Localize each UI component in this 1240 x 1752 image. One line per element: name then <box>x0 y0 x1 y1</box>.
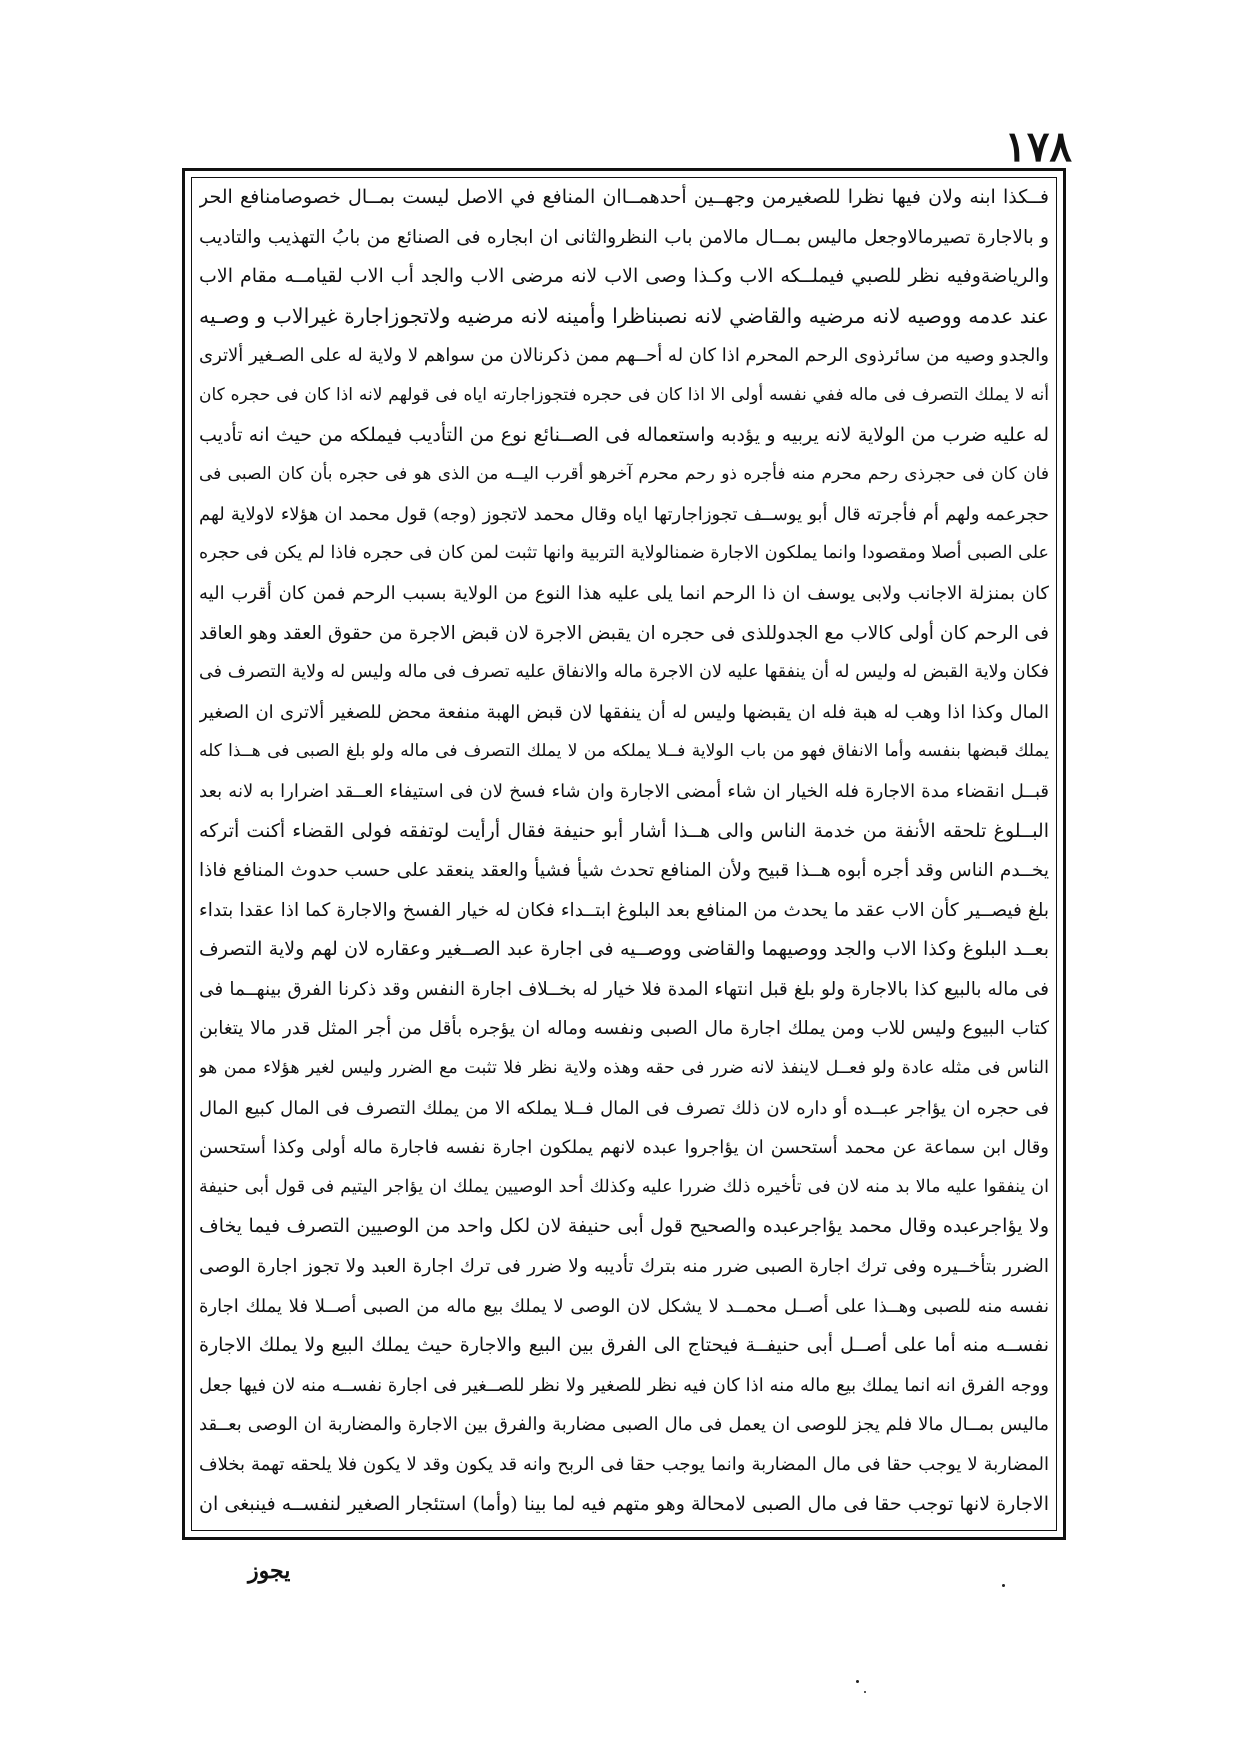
text-line: كان بمنزلة الاجانب ولابى يوسف ان ذا الرحم انما يلى عليه هذا النوع من الولاية بسبب الرحم فمن كان أقرب اليه <box>199 582 1049 604</box>
text-line: المضاربة لا يوجب حقا فى مال المضاربة وانما يوجب حقا فى الربح وانه قد يكون وقد لا يكون فلا يلحقه تهمة بخلاف <box>199 1454 1049 1475</box>
text-line: فى حجره ان يؤاجر عبــده أو داره لان ذلك تصرف فى المال فــلا يملكه الا من يملك التصرف فى المال كبيع المال <box>199 1097 1049 1119</box>
text-line: نفســه منه أما على أصــل أبى حنيفــة فيحتاج الى الفرق بين البيع والاجارة حيث يملك البيع ولا يملك الاجارة <box>199 1334 1049 1357</box>
text-line: أنه لا يملك التصرف فى ماله ففي نفسه أولى الا اذا كان فى حجره فتجوزاجارته اياه فى قولهم لانه اذا كان فى حجره كان <box>199 384 1049 405</box>
text-line: عند عدمه ووصيه لانه مرضيه والقاضي لانه نصبناظرا وأمينه لانه مرضيه ولاتجوزاجارة غيرالاب و وصـيه <box>199 303 1049 328</box>
text-line: نفسه منه للصبى وهــذا على أصــل محمــد لا يشكل لان الوصى لا يملك بيع ماله من الصبى أصــلا فلا يملك اجارة <box>199 1295 1049 1317</box>
text-line: المال وكذا اذا وهب له هبة فله ان يقبضها وليس له أن ينفقها لان قبض الهبة منفعة محض للصغير ألاترى ان الصغير <box>199 701 1049 723</box>
text-line: الناس فى مثله عادة ولو فعــل لاينفذ لانه ضرر فى حقه وهذه ولاية نظر فلا تثبت مع الضرر وليس لغير هؤلاء ممن هو <box>199 1058 1049 1079</box>
scan-speck <box>1002 1584 1005 1587</box>
text-line: له عليه ضرب من الولاية لانه يربيه و يؤدبه واستعماله فى الصــنائع نوع من التأديب فيملكه من حيث انه تأديب <box>199 423 1049 446</box>
text-line: ووجه الفرق انه انما يملك بيع ماله منه اذا كان فيه نظر للصغير ولا نظر للصــغير فى اجارة نفســه منه لان فيها جعل <box>199 1374 1049 1396</box>
text-line: فى ماله بالبيع كذا بالاجارة ولو بلغ قبل انتهاء المدة فلا خيار له بخــلاف اجارة النفس وقد ذكرنا الفرق بينهــما فى <box>199 978 1049 1000</box>
text-line: البــلوغ تلحقه الأنفة من خدمة الناس والى هــذا أشار أبو حنيفة فقال أرأيت لوتفقه فولى القضاء أكنت أتركه <box>199 819 1049 842</box>
text-frame <box>182 168 1066 1540</box>
text-line: فــكذا ابنه ولان فيها نظرا للصغيرمن وجهــين أحدهمــاان المنافع في الاصل ليست بمــال خصوصامنافع الحر <box>199 186 1049 208</box>
text-line: حجرعمه ولهم أم فأجرته قال أبو يوســف تجوزاجارتها اياه وقال محمد لاتجوز (وجه) قول محمد ان هؤلاء لاولاية لهم <box>199 503 1049 525</box>
text-line: على الصبى أصلا ومقصودا وانما يملكون الاجارة ضمنالولاية التربية وانها تثبت لمن كان فى حجره فاذا لم يكن فى حجره <box>199 543 1049 564</box>
text-line: كتاب البيوع وليس للاب ومن يملك اجارة مال الصبى ونفسه وماله ان يؤجره بأقل من أجر المثل قدر مالا يتغابن <box>199 1018 1049 1040</box>
page-number: ١٧٨ <box>1004 122 1072 171</box>
text-line: الاجارة لانها توجب حقا فى مال الصبى لامحالة وهو متهم فيه لما بينا (وأما) استئجار الصغير لنفســه فينبغى ان <box>199 1492 1049 1515</box>
text-line: والرياضةوفيه نظر للصبي فيملــكه الاب وكـذا وصى الاب لانه مرضى الاب والجد أب الاب لقيامــه مقام الاب <box>199 265 1049 288</box>
text-line: الضرر بتأخــيره وفى ترك اجارة الصبى ضرر منه بترك تأديبه ولا ضرر فى ترك اجارة العبد ولا تجوز اجارة الوصى <box>199 1256 1049 1278</box>
text-line: ماليس بمــال مالا فلم يجز للوصى ان يعمل فى مال الصبى مضاربة والفرق بين الاجارة والمضاربة ان الوصى بعــقد <box>199 1414 1049 1436</box>
text-line: فان كان فى حجرذى رحم محرم منه فأجره ذو رحم محرم آخرهو أقرب اليــه من الذى هو فى حجره بأن كان الصبى فى <box>199 464 1049 485</box>
text-line: فكان ولاية القبض له وليس له أن ينفقها عليه لان الاجرة ماله والانفاق عليه تصرف فى ماله وليس له ولاية التصرف فى <box>199 662 1049 683</box>
scan-speck <box>856 1680 859 1683</box>
catchword: يجوز <box>248 1558 291 1584</box>
text-body <box>199 181 1049 1527</box>
text-line: بعــد البلوغ وكذا الاب والجد ووصيهما والقاضى ووصــيه فى اجارة عبد الصــغير وعقاره لان لهم ولاية التصرف <box>199 938 1049 961</box>
text-line: و بالاجارة تصيرمالاوجعل ماليس بمــال مالامن باب النظروالثانى ان ابجاره فى الصنائع من بابُ التهذيب والتاديب <box>199 226 1049 248</box>
text-line: والجدو وصيه من سائرذوى الرحم المحرم اذا كان له أحــهم ممن ذكرنالان من سواهم لا ولاية له على الصـغير ألاترى <box>199 345 1049 367</box>
text-line: فى الرحم كان أولى كالاب مع الجدوللذى فى حجره ان يقبض الاجرة لان قبض الاجرة من حقوق العقد وهو العاقد <box>199 622 1049 644</box>
text-line: يخــدم الناس وقد أجره أبوه هــذا قبيح ولأن المنافع تحدث شيأ فشيأ والعقد ينعقد على حسب حدوث المنافع فاذا <box>199 860 1049 882</box>
text-line: بلغ فيصــير كأن الاب عقد ما يحدث من المنافع بعد البلوغ ابتــداء فكان له خيار الفسخ والاجارة كما اذا عقدا بتداء <box>199 899 1049 921</box>
text-line: يملك قبضها بنفسه وأما الانفاق فهو من باب الولاية فــلا يملكه من لا يملك التصرف فى ماله ولو بلغ الصبى فى هــذا كله <box>199 741 1049 762</box>
text-line: وقال ابن سماعة عن محمد أستحسن ان يؤاجروا عبده لانهم يملكون اجارة نفسه فاجارة ماله أولى وكذا أستحسن <box>199 1137 1049 1159</box>
text-line: ان ينفقوا عليه مالا بد منه لان فى تأخيره ذلك ضررا عليه وكذلك أحد الوصيين يملك ان يؤاجر اليتيم فى قول أبى حنيفة <box>199 1176 1049 1197</box>
text-line: قبــل انقضاء مدة الاجارة فله الخيار ان شاء أمضى الاجارة وان شاء فسخ لان فى استيفاء العــقد اضرارا به لانه بعد <box>199 780 1049 802</box>
scan-speck <box>864 1691 866 1693</box>
text-line: ولا يؤاجرعبده وقال محمد يؤاجرعبده والصحيح قول أبى حنيفة لان لكل واحد من الوصيين التصرف فيما يخاف <box>199 1215 1049 1238</box>
